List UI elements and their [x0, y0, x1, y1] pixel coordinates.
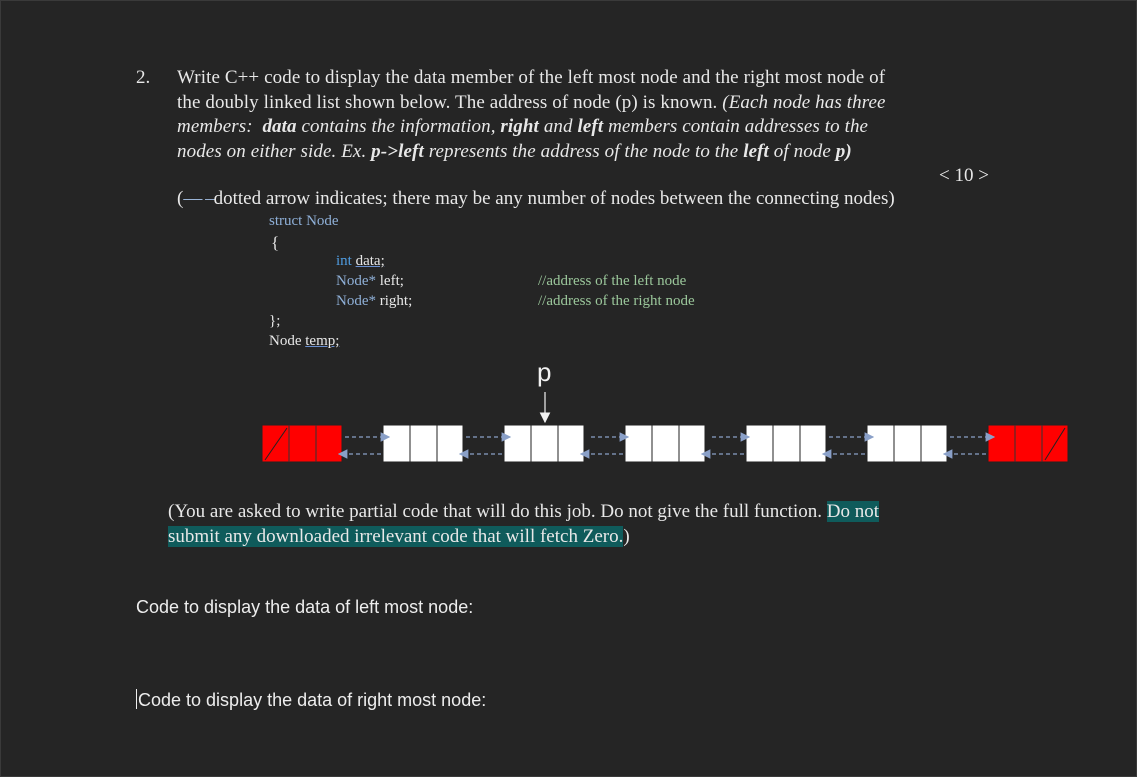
q3-a: members:	[177, 116, 253, 137]
q4-p: p)	[835, 141, 852, 162]
q3-g: members contain addresses to the	[608, 116, 869, 137]
q4-left: left	[743, 141, 769, 162]
left-comment: //address of the left node	[538, 273, 687, 289]
q3-e: and	[543, 116, 573, 137]
dotted-arrow-text: dotted arrow indicates; there may be any number of nodes between the connecting nodes)	[213, 188, 895, 209]
question-number: 2.	[136, 67, 151, 88]
right-type: Node*	[336, 293, 376, 309]
q3-left: left	[577, 116, 604, 137]
note-text-1: (You are asked to write partial code that will do this job. Do not give the full function.	[168, 501, 822, 522]
node-rightmost	[988, 425, 1068, 462]
q3-c: contains the information,	[301, 116, 496, 137]
data-field: data;	[355, 253, 385, 269]
note-close-paren: )	[623, 526, 630, 547]
temp-type: Node	[269, 333, 302, 349]
node-5	[746, 425, 826, 462]
right-comment: //address of the right node	[538, 293, 695, 309]
note-highlight-1: Do not	[826, 501, 879, 522]
q3-right: right	[500, 116, 539, 137]
q3-data: data	[262, 116, 297, 137]
note-line-2	[168, 526, 630, 548]
marks-label: < 10 >	[939, 165, 989, 186]
temp-var: temp;	[305, 333, 340, 349]
right-answer-prompt: Code to display the data of right most node:	[138, 690, 487, 710]
node-4	[625, 425, 705, 462]
struct-name: Node	[306, 213, 339, 229]
right-answer-line[interactable]	[136, 689, 486, 711]
dotted-arrow-glyph: — –	[183, 188, 214, 209]
int-keyword: int	[336, 253, 352, 269]
dotted-open-paren: (	[177, 188, 184, 209]
right-field: right;	[379, 293, 413, 309]
q4-c: represents the address of the node to the	[428, 141, 739, 162]
code-close-brace: };	[269, 313, 281, 329]
node-6	[867, 425, 947, 462]
q4-a: nodes on either side. Ex.	[177, 141, 367, 162]
left-answer-prompt: Code to display the data of left most node:	[136, 597, 474, 617]
question-text-2: the doubly linked list shown below. The address of node (p) is known.	[177, 92, 718, 113]
note-line-1	[168, 501, 879, 523]
q4-p-left: p->left	[371, 141, 424, 162]
linked-list-diagram	[1, 1, 1137, 777]
text-cursor	[136, 689, 137, 709]
question-text-1: Write C++ code to display the data member of the left most node and the right most node of	[177, 67, 886, 88]
left-type: Node*	[336, 273, 376, 289]
note-highlight-2: submit any downloaded irrelevant code that will fetch Zero.	[168, 526, 624, 547]
question-text-2-italic: (Each node has three	[722, 92, 886, 113]
pointer-p-label: p	[537, 357, 552, 387]
left-field: left;	[379, 273, 404, 289]
code-open-brace: {	[271, 233, 280, 252]
node-leftmost	[262, 425, 342, 462]
node-2	[383, 425, 463, 462]
struct-keyword: struct	[269, 213, 303, 229]
node-p	[504, 425, 584, 462]
q4-e: of node	[773, 141, 831, 162]
